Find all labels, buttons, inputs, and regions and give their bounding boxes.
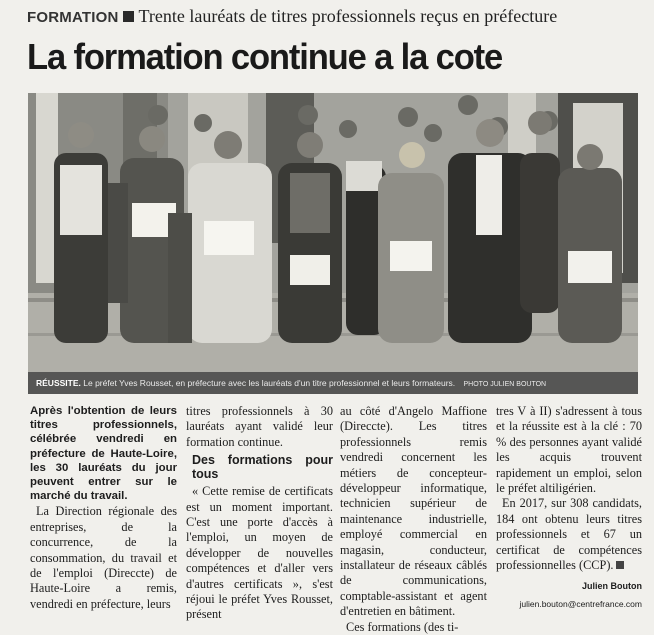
group-photo-illustration [28, 93, 638, 394]
body-paragraph: tres V à II) s'adressent à tous et la réussite est à la clé : 70 % des personnes ayant validé les acquis trouvent rapidement un emploi, selon le préfet altiligérien. [496, 404, 642, 496]
author-email: julien.bouton@centrefrance.com [519, 598, 642, 609]
kicker-text: Trente lauréats de titres professionnels reçus en préfecture [138, 6, 558, 26]
photo-credit: PHOTO JULIEN BOUTON [463, 381, 547, 388]
body-paragraph: au côté d'Angelo Maffione (Direccte). Les titres professionnels remis vendredi concernent les métiers de concepteur-développeur informatique, technicien supérieur de maintenance industrielle, employé commercial en magasin, conducteur, installateur de réseaux câblés de communications, comptable-assistant et agent d'entretien en bâtiment. [340, 404, 487, 619]
intertitle: Des formations pour tous [192, 453, 333, 482]
body-paragraph [496, 496, 642, 573]
body-paragraph: Ces formations (des ti- [346, 619, 459, 634]
article-chapo: Après l'obtention de leurs titres professionnels, célébrée vendredi en préfecture de Haute-Loire, les 30 lauréats du jour peuvent entrer sur le marché du travail. [30, 405, 177, 503]
separator-square-icon [123, 11, 134, 22]
article-photo [28, 93, 638, 394]
closing-paragraph-text: En 2017, sur 308 candidats, 184 ont obtenu leurs titres professionnels et 67 un certificat de compétences professionnelles (CCP). [496, 496, 642, 573]
article-body [30, 404, 642, 634]
body-paragraph: titres professionnels à 30 lauréats ayant validé leur formation continue. [186, 404, 333, 449]
article-headline: La formation continue a la cote [27, 36, 503, 77]
end-square-icon [616, 561, 624, 569]
caption-text: Le préfet Yves Rousset, en préfecture avec les lauréats d'un titre professionnel et leurs formateurs. [83, 378, 456, 388]
article-kicker [27, 6, 647, 34]
column-3 [340, 404, 487, 635]
photo-caption [28, 372, 638, 394]
column-1 [30, 404, 177, 612]
section-tag: FORMATION [27, 9, 119, 26]
body-paragraph: La Direction régionale des entreprises, de la concurrence, de la consommation, du travail et de l'emploi (Direccte) de Haute-Loire a remis, vendredi en préfecture, leurs [30, 504, 177, 611]
body-paragraph: « Cette remise de certificats est un moment important. C'est une porte d'accès à l'emploi, un moyen de développer de nouvelles compétences et d'aller vers d'autres certificats », s'est réjoui le préfet Yves Rousset, présent [186, 484, 333, 622]
author-signature: Julien Bouton [582, 581, 642, 592]
column-2 [186, 404, 333, 623]
caption-lead: RÉUSSITE. [36, 378, 81, 388]
column-4 [496, 404, 642, 612]
